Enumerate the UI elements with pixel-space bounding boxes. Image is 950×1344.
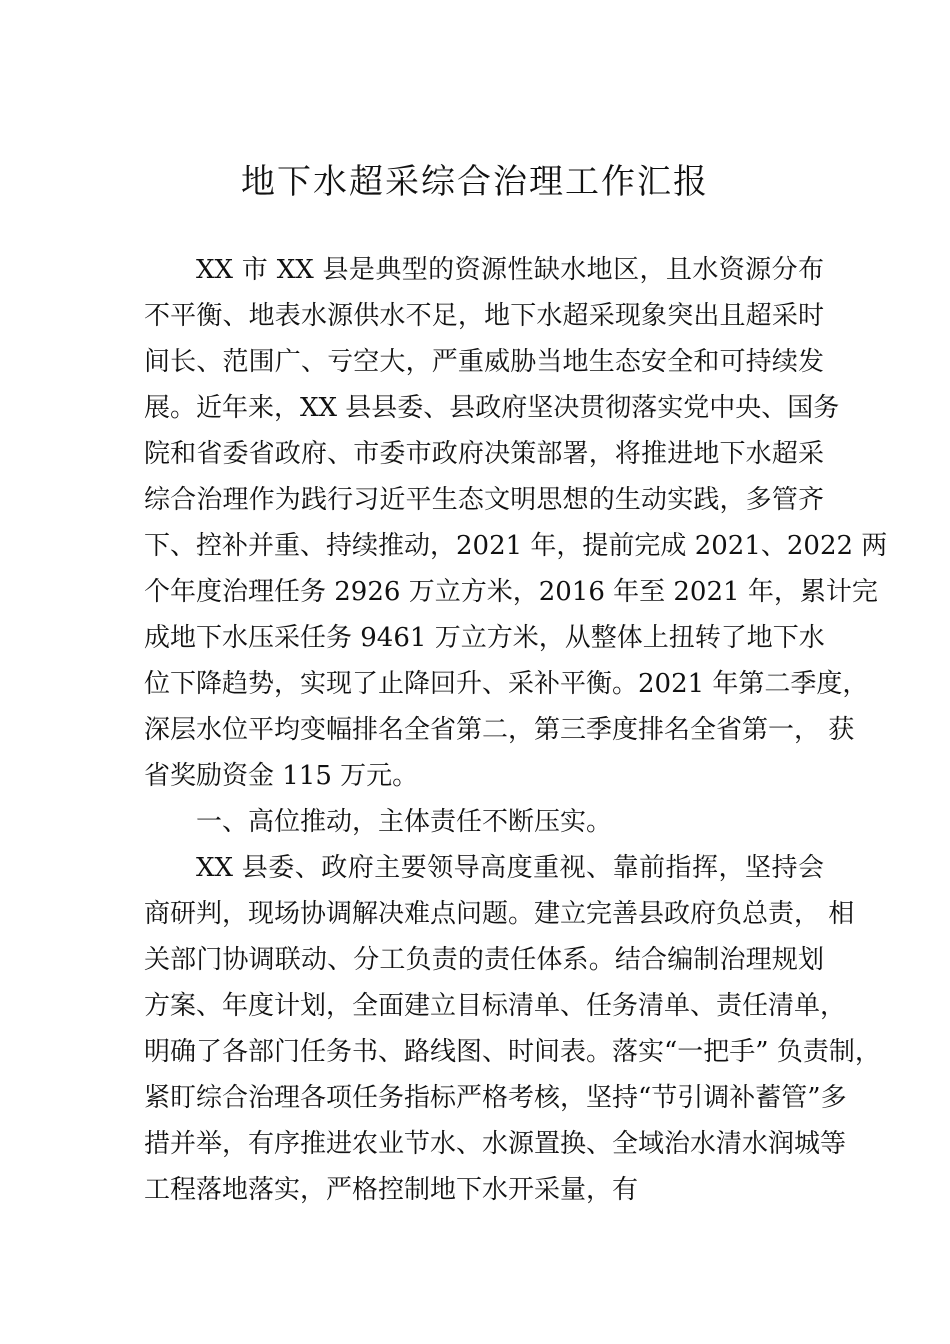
paragraph-line: 工程落地落实，严格控制地下水开采量，有 bbox=[144, 1175, 639, 1205]
paragraph-line: 下、控补并重、持续推动，2021 年，提前完成 2021、2022 两 bbox=[144, 531, 888, 561]
paragraph-line: 方案、年度计划，全面建立目标清单、任务清单、责任清单， bbox=[144, 991, 847, 1021]
paragraph-line: 成地下水压采任务 9461 万立方米，从整体上扭转了地下水 bbox=[144, 623, 825, 653]
paragraph-line: 措并举，有序推进农业节水、水源置换、全域治水清水润城等 bbox=[144, 1129, 847, 1159]
paragraph-line: XX 县委、政府主要领导高度重视、靠前指挥，坚持会 bbox=[196, 853, 824, 883]
paragraph-line: 综合治理作为践行习近平生态文明思想的生动实践，多管齐 bbox=[144, 485, 824, 515]
document-body bbox=[144, 247, 888, 1213]
paragraph-line: 院和省委省政府、市委市政府决策部署，将推进地下水超采 bbox=[144, 439, 824, 469]
paragraph-line: 不平衡、地表水源供水不足，地下水超采现象突出且超采时 bbox=[144, 301, 824, 331]
paragraph-line: 关部门协调联动、分工负责的责任体系。结合编制治理规划 bbox=[144, 945, 824, 975]
paragraph-line: 展。近年来，XX 县县委、县政府坚决贯彻落实党中央、国务 bbox=[144, 393, 840, 423]
paragraph-line: 紧盯综合治理各项任务指标严格考核，坚持“节引调补蓄管”多 bbox=[144, 1083, 847, 1113]
paragraph-line: 个年度治理任务 2926 万立方米，2016 年至 2021 年，累计完 bbox=[144, 577, 878, 607]
document-title: 地下水超采综合治理工作汇报 bbox=[241, 162, 709, 202]
paragraph-line: XX 市 XX 县是典型的资源性缺水地区，且水资源分布 bbox=[196, 255, 824, 285]
section-heading: 一、高位推动，主体责任不断压实。 bbox=[196, 807, 613, 837]
paragraph-line: 明确了各部门任务书、路线图、时间表。落实“一把手” 负责制， bbox=[144, 1037, 881, 1067]
paragraph-line: 省奖励资金 115 万元。 bbox=[144, 761, 419, 791]
paragraph-line: 位下降趋势，实现了止降回升、采补平衡。2021 年第二季度， bbox=[144, 669, 869, 699]
paragraph-line: 深层水位平均变幅排名全省第二，第三季度排名全省第一， 获 bbox=[144, 715, 855, 745]
paragraph-line: 商研判，现场协调解决难点问题。建立完善县政府负总责， 相 bbox=[144, 899, 855, 929]
paragraph-line: 间长、范围广、亏空大，严重威胁当地生态安全和可持续发 bbox=[144, 347, 824, 377]
